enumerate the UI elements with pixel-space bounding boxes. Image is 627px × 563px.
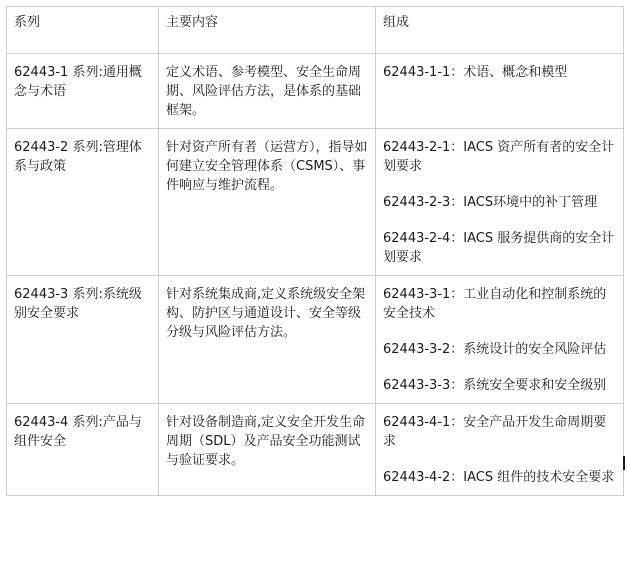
component-item: 62443-1-1：术语、概念和模型 <box>383 65 568 80</box>
series-cell: 62443-4 系列:产品与组件安全 <box>7 404 159 496</box>
components-cell <box>376 276 624 404</box>
header-series: 系列 <box>7 7 159 54</box>
content-cell: 针对资产所有者（运营方），指导如何建立安全管理体系（CSMS）、事件响应与维护流程。 <box>159 129 376 276</box>
component-item: 62443-4-1：安全产品开发生命周期要求 <box>383 415 607 449</box>
component-item: 62443-2-1：IACS 资产所有者的安全计划要求 <box>383 140 615 174</box>
components-cell <box>376 129 624 276</box>
table-header-row <box>7 7 624 54</box>
text-cursor-mark <box>623 456 625 470</box>
header-composition: 组成 <box>376 7 624 54</box>
content-cell: 针对设备制造商,定义安全开发生命周期（SDL）及产品安全功能测试与验证要求。 <box>159 404 376 496</box>
component-item: 62443-3-2：系统设计的安全风险评估 <box>383 342 607 357</box>
component-item: 62443-2-4：IACS 服务提供商的安全计划要求 <box>383 231 615 265</box>
table-row <box>7 276 624 404</box>
standards-table <box>6 6 624 496</box>
component-item: 62443-2-3：IACS环境中的补丁管理 <box>383 195 598 210</box>
content-cell: 定义术语、参考模型、安全生命周期、风险评估方法，是体系的基础框架。 <box>159 54 376 129</box>
component-item: 62443-4-2：IACS 组件的技术安全要求 <box>383 470 615 485</box>
component-item: 62443-3-3：系统安全要求和安全级别 <box>383 378 607 393</box>
table-row <box>7 404 624 496</box>
series-cell: 62443-2 系列:管理体系与政策 <box>7 129 159 276</box>
components-cell <box>376 404 624 496</box>
components-cell <box>376 54 624 129</box>
table-row <box>7 129 624 276</box>
content-cell: 针对系统集成商,定义系统级安全架构、防护区与通道设计、安全等级分级与风险评估方法。 <box>159 276 376 404</box>
header-main-content: 主要内容 <box>159 7 376 54</box>
component-item: 62443-3-1：工业自动化和控制系统的安全技术 <box>383 287 607 321</box>
series-cell: 62443-1 系列:通用概念与术语 <box>7 54 159 129</box>
series-cell: 62443-3 系列:系统级别安全要求 <box>7 276 159 404</box>
table-row <box>7 54 624 129</box>
